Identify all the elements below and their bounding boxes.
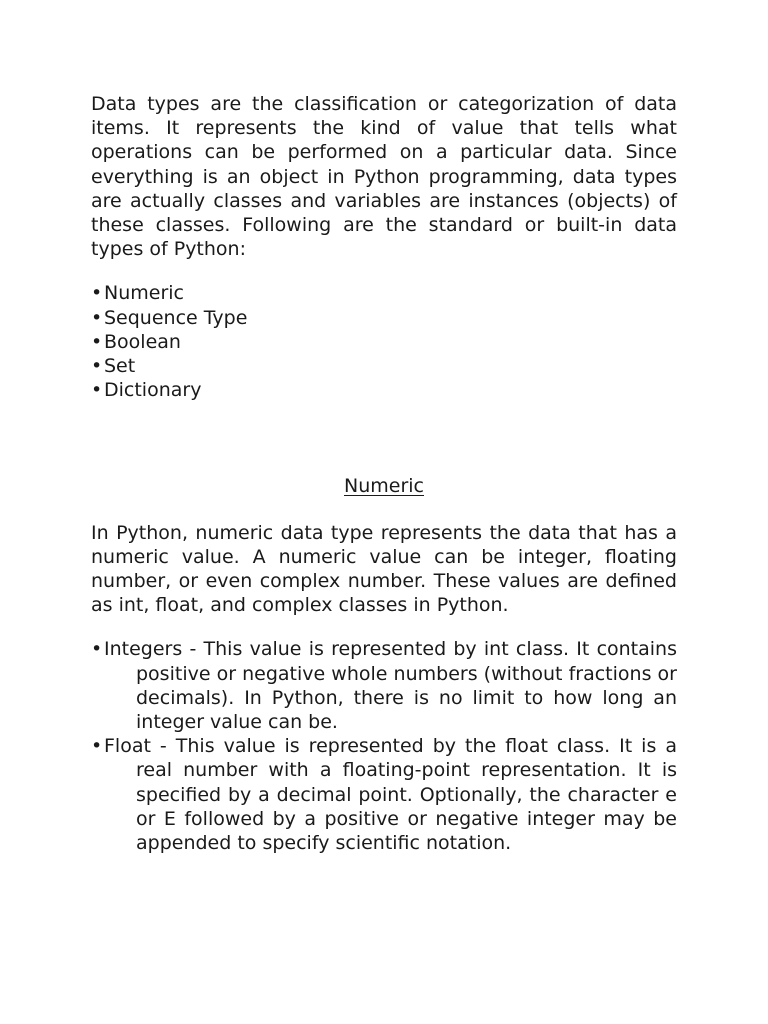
list-item-text: Integers - This value is represented by int class. It contains positive or negative whole numbers (without fractions or decimals). In Python, there is no limit to how long an integer value can be. (104, 638, 677, 734)
intro-paragraph: Data types are the classification or categorization of data items. It represents the kind of value that tells what operations can be performed on a particular data. Since everything is an object in Python programming, data types are actually classes and variables are instances (objects) of these classes. Following are the standard or built-in data types of Python: (91, 93, 677, 261)
bullet-icon: • (91, 638, 103, 661)
data-types-list (91, 281, 677, 402)
list-item-label: Sequence Type (104, 306, 248, 329)
list-item (91, 281, 677, 305)
bullet-icon: • (91, 282, 103, 305)
bullet-icon: • (91, 330, 103, 353)
bullet-icon: • (91, 735, 103, 758)
list-item (91, 354, 677, 378)
section-heading-numeric: Numeric (344, 475, 424, 498)
list-item (91, 637, 677, 734)
numeric-paragraph: In Python, numeric data type represents the data that has a numeric value. A numeric value can be integer, floating number, or even complex number. These values are defined as int, float, and complex classes in Python. (91, 521, 677, 617)
list-item (91, 330, 677, 354)
list-item (91, 378, 677, 402)
list-item (91, 734, 677, 855)
bullet-icon: • (91, 355, 103, 378)
list-item-label: Set (104, 355, 136, 378)
list-item-label: Boolean (104, 330, 181, 353)
list-item (91, 306, 677, 330)
numeric-types-list (91, 637, 677, 855)
list-item-label: Dictionary (104, 379, 202, 402)
list-item-text: Float - This value is represented by the float class. It is a real number with a floating-point representation. It is specified by a decimal point. Optionally, the character e or E followed by a positive or negative integer may be appended to specify scientific notation. (104, 735, 677, 855)
bullet-icon: • (91, 306, 103, 329)
bullet-icon: • (91, 379, 103, 402)
list-item-label: Numeric (104, 282, 184, 305)
document-page (91, 92, 677, 855)
